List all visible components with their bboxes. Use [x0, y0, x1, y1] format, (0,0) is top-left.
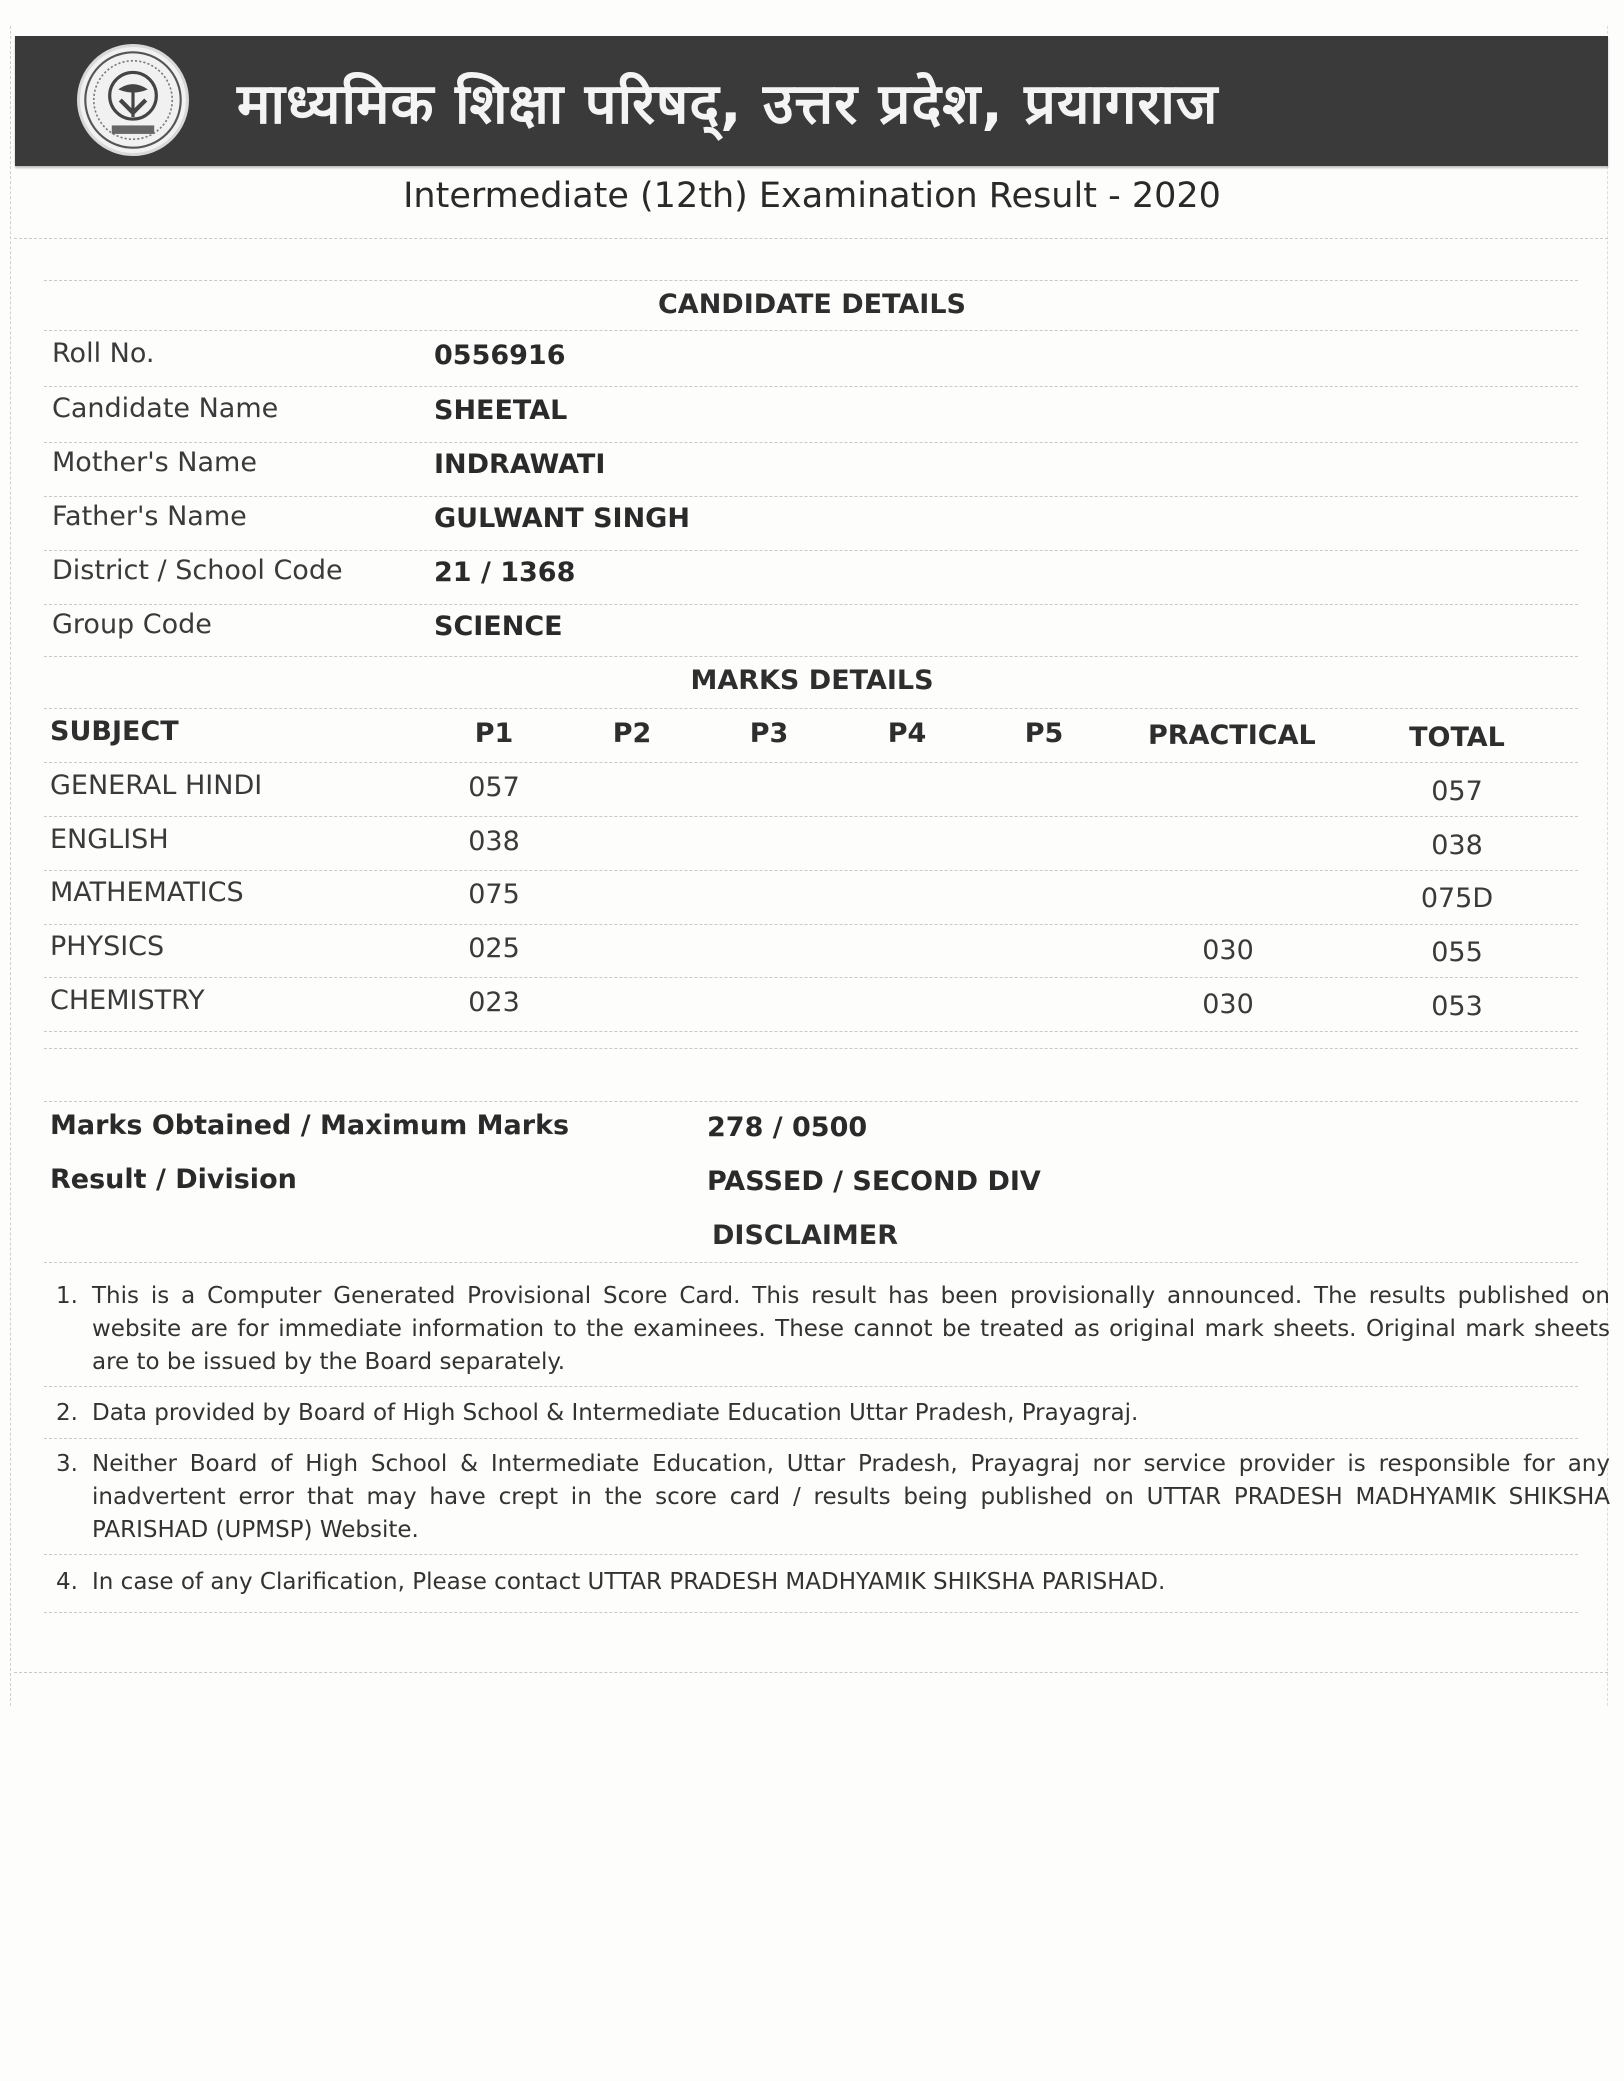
mark-practical: 030	[1202, 935, 1254, 966]
column-header-subject: SUBJECT	[50, 716, 179, 747]
disclaimer-heading: DISCLAIMER	[712, 1220, 898, 1251]
divider	[44, 496, 1578, 497]
group-code-value: SCIENCE	[434, 611, 563, 642]
column-header-p2: P2	[612, 718, 652, 749]
divider	[44, 870, 1578, 871]
result-division-value: PASSED / SECOND DIV	[707, 1166, 1041, 1197]
divider	[44, 708, 1578, 709]
disclaimer-number: 3.	[56, 1451, 78, 1477]
divider	[14, 238, 1608, 239]
marks-obtained-value: 278 / 0500	[707, 1112, 868, 1143]
divider	[44, 656, 1578, 657]
disclaimer-item	[56, 1566, 1556, 1602]
divider	[44, 280, 1578, 281]
mark-total: 075D	[1420, 883, 1494, 914]
divider	[44, 1438, 1578, 1439]
divider	[44, 1048, 1578, 1049]
column-header-total: TOTAL	[1409, 722, 1505, 753]
board-name: माध्यमिक शिक्षा परिषद्, उत्तर प्रदेश, प्रयागराज	[237, 72, 1219, 137]
column-header-practical: PRACTICAL	[1148, 720, 1316, 751]
column-header-p1: P1	[474, 718, 514, 749]
exam-title: Intermediate (12th) Examination Result - 2020	[403, 176, 1221, 216]
divider	[44, 550, 1578, 551]
column-header-p4: P4	[887, 718, 927, 749]
divider	[44, 1386, 1578, 1387]
marks-details-heading: MARKS DETAILS	[690, 665, 934, 696]
subject-name: PHYSICS	[50, 931, 165, 962]
divider	[44, 924, 1578, 925]
mark-p1: 075	[468, 879, 520, 910]
subject-name: ENGLISH	[50, 824, 169, 855]
subject-name: GENERAL HINDI	[50, 770, 263, 801]
divider	[44, 442, 1578, 443]
disclaimer-item	[56, 1397, 1556, 1433]
mark-p1: 025	[468, 933, 520, 964]
divider	[44, 762, 1578, 763]
header-band	[15, 36, 1608, 166]
subject-name: MATHEMATICS	[50, 877, 244, 908]
divider	[44, 604, 1578, 605]
divider	[44, 330, 1578, 331]
mark-p1: 057	[468, 772, 520, 803]
mark-total: 038	[1431, 830, 1483, 861]
candidate-details-heading: CANDIDATE DETAILS	[657, 289, 966, 320]
father-name-value: GULWANT SINGH	[434, 503, 690, 534]
result-division-label: Result / Division	[50, 1164, 297, 1195]
mark-total: 053	[1431, 991, 1483, 1022]
marks-obtained-label: Marks Obtained / Maximum Marks	[50, 1110, 570, 1141]
mother-name-value: INDRAWATI	[434, 449, 606, 480]
divider	[44, 1262, 1578, 1263]
mark-total: 055	[1431, 937, 1483, 968]
candidate-name-label: Candidate Name	[52, 393, 279, 424]
father-name-label: Father's Name	[52, 501, 247, 532]
candidate-name-value: SHEETAL	[434, 395, 568, 426]
roll-no-value: 0556916	[434, 340, 566, 371]
mother-name-label: Mother's Name	[52, 447, 257, 478]
divider	[44, 816, 1578, 817]
school-code-value: 21 / 1368	[434, 557, 576, 588]
mark-practical: 030	[1202, 989, 1254, 1020]
divider	[44, 1031, 1578, 1032]
disclaimer-number: 4.	[56, 1569, 78, 1595]
column-header-p3: P3	[749, 718, 789, 749]
divider	[44, 1554, 1578, 1555]
disclaimer-text: In case of any Clarification, Please contact UTTAR PRADESH MADHYAMIK SHIKSHA PARISHAD.	[92, 1569, 1166, 1595]
board-seal-logo	[77, 44, 189, 156]
roll-no-label: Roll No.	[52, 338, 155, 369]
disclaimer-text: Data provided by Board of High School & Intermediate Education Uttar Pradesh, Prayagraj.	[92, 1400, 1139, 1426]
divider	[44, 977, 1578, 978]
mark-total: 057	[1431, 776, 1483, 807]
disclaimer-text: This is a Computer Generated Provisional Score Card. This result has been provisionally announced. The results published on website are for immediate information to the examinees. These cannot be treated as original mark sheets. Original mark sheets are to be issued by the Board separately.	[92, 1283, 1610, 1375]
divider	[14, 1672, 1608, 1673]
group-code-label: Group Code	[52, 609, 212, 640]
disclaimer-text: Neither Board of High School & Intermediate Education, Uttar Pradesh, Prayagraj nor service provider is responsible for any inadvertent error that may have crept in the score card / results being published on UTTAR PRADESH MADHYAMIK SHIKSHA PARISHAD (UPMSP) Website.	[92, 1451, 1610, 1543]
disclaimer-item	[56, 1280, 1610, 1380]
mark-p1: 023	[468, 987, 520, 1018]
disclaimer-item	[56, 1448, 1610, 1548]
mark-p1: 038	[468, 826, 520, 857]
divider	[44, 386, 1578, 387]
divider	[44, 1101, 1578, 1102]
disclaimer-number: 1.	[56, 1283, 78, 1309]
divider	[44, 1612, 1578, 1613]
school-code-label: District / School Code	[52, 555, 343, 586]
disclaimer-number: 2.	[56, 1400, 78, 1426]
column-header-p5: P5	[1024, 718, 1064, 749]
subject-name: CHEMISTRY	[50, 985, 205, 1016]
